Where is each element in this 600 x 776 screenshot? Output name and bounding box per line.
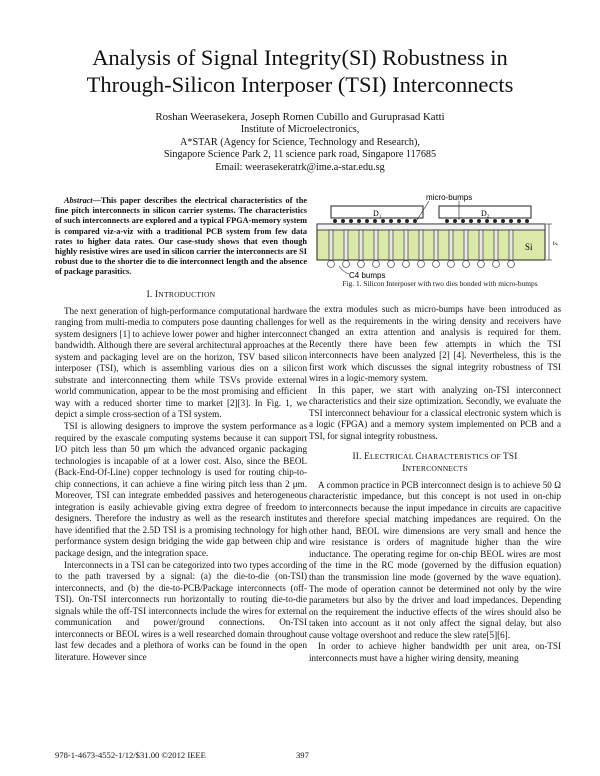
- paragraph: Interconnects in a TSI can be categorized into two types according to the path traversed by a signal: (a) the die-to-die (on-TSI) interconnects, and (b) the die-to-PCB/Package interconnects (off-TSI). On-TSI interconnects run horizontally to routing die-to-die signals while the off-TSI interconnects include the wires for external communication and power/ground connections. On-TSI interconnects or BEOL wires is a well researched domain throughout last few decades and a plethora of works can be found in the open literature. However since: [55, 559, 307, 662]
- abstract: [55, 196, 307, 278]
- c4-bumps-label: C4 bumps: [349, 271, 386, 280]
- tsv: [359, 230, 363, 260]
- micro-bump: [469, 219, 473, 223]
- micro-bump: [509, 219, 513, 223]
- paragraph: A common practice in PCB interconnect design is to achieve 50 Ω characteristic impedance, but this concept is not used in on-chip interconnects because the input impedance in circuits are capacitive and therefore special matching impedances are required. On the other hand, BEOL wire dimensions are very small and hence the wire resistance is orders of magnitude higher than the wire inductance. The operating regime for on-chip BEOL wires are most of the time in the RC mode (governed by the diffusion equation) than the transmission line mode (governed by the wave equation). The mode of operation cannot be determined not only by the wire parameters but also by the driver and load impedances. Depending on the requirement the inductive effects of the wires should also be taken into account as it not only affect the signal delay, but also cause voltage overshoot and reduce the slew rate[5][6].: [309, 479, 561, 640]
- micro-bump: [373, 219, 377, 223]
- author-block: [60, 111, 540, 174]
- tsv: [494, 230, 498, 260]
- tsv: [509, 230, 513, 260]
- c4-bump: [493, 261, 500, 268]
- c4-bump: [373, 261, 380, 268]
- heading-part: LECTRICAL: [369, 451, 416, 461]
- c4-bump: [418, 261, 425, 268]
- c4-bump: [448, 261, 455, 268]
- micro-bump: [405, 219, 409, 223]
- thickness-label: tₛᵢ: [553, 240, 559, 247]
- affiliation-line: Institute of Microelectronics,: [240, 124, 360, 136]
- c4-bump: [508, 261, 515, 268]
- section-numeral: I.: [146, 290, 155, 300]
- paragraph: TSI is allowing designers to improve the system performance as required by the exascale computing systems because it can support I/O pitch less than 50 μm which the advanced organic packaging technologies is incapable of at a lower cost. Also, since the BEOL (Back-End-Of-Line) copper technology is used for routing chip-to-chip connections, it can achieve a fine wiring pitch less than 2 μm. Moreover, TSI can integrate embedded passives and heterogeneous integration is easily achievable giving extra degree of freedom to designers. Therefore the industry as well as the research institutes have identified that the 2.5D TSI is a promising technology for high performance system design bridging the wide gap between chip and package design, and the integration space.: [55, 421, 307, 559]
- micro-bump: [501, 219, 505, 223]
- heading-line-2: [309, 463, 561, 476]
- micro-bump: [493, 219, 497, 223]
- figure-1-diagram: [309, 192, 571, 287]
- heading-line-1: [309, 451, 561, 464]
- c4-bump: [328, 261, 335, 268]
- paragraph: The next generation of high-performance computational hardware ranging from multi-media to computers pose daunting challenges for system designers [1] to achieve lower power and higher interconnect bandwidth. Although there are several architectural approaches at the system and packaging level are on the horizon, TSV based silicon interposer (TSI), which is assembling various dies on a silicon substrate and interconnecting them while TSVs provide external world communication, appear to be the most promising and efficient way with a reduced shorter time to market [2][3]. In Fig. 1, we depict a simple cross-section of a TSI system.: [55, 305, 307, 420]
- tsv: [449, 230, 453, 260]
- heading-part: E: [364, 451, 370, 462]
- paragraph: In order to achieve higher bandwidth per unit area, on-TSI interconnects must have a higher wiring density, meaning: [309, 641, 561, 663]
- c4-bump: [343, 261, 350, 268]
- micro-bump: [517, 219, 521, 223]
- section-heading-electrical: [309, 451, 561, 476]
- paragraph: In this paper, we start with analyzing on-TSI interconnect characteristics and their size optimization. Secondly, we evaluate the TSI interconnect behaviour for a classical electronic system which is a logic (FPGA) and a memory system implemented on PCB and a TSI, for signal integrity robustness.: [309, 384, 561, 442]
- abstract-text: —This paper describes the electrical characteristics of the fine pitch interconnects in silicon carrier systems. The characteristics of such interconnects are explored and a typical FPGA-memory system is compared viz-a-viz with a traditional PCB system from few data rates to higher data rates. Our case-study shows that even though highly resistive wires are used in silicon carrier the interconnects are SI robust due to the shorter die to die interconnect length and the absence of package parasitics.: [55, 196, 307, 277]
- heading-part: HARACTERISTICS OF: [421, 451, 504, 461]
- page-number: 397: [296, 750, 309, 760]
- die-2-label: D₂: [481, 209, 490, 218]
- abstract-lead: Abstract: [64, 196, 93, 205]
- author-names: Roshan Weerasekera, Joseph Romen Cubillo and Guruprasad Katti: [155, 111, 445, 123]
- c4-bump: [463, 261, 470, 268]
- tsv: [389, 230, 393, 260]
- heading-part: NTERCONNECTS: [405, 464, 468, 474]
- heading-part: C: [415, 451, 422, 462]
- c4-bump: [388, 261, 395, 268]
- tsv: [374, 230, 378, 260]
- tsv: [329, 230, 333, 260]
- footer-isbn: 978-1-4673-4552-1/12/$31.00 ©2012 IEEE: [55, 750, 206, 760]
- section-numeral: II.: [352, 451, 365, 462]
- micro-bump: [341, 219, 345, 223]
- title-line-1: Analysis of Signal Integrity(SI) Robustness in: [92, 45, 508, 70]
- micro-bump: [525, 219, 529, 223]
- paragraph: the extra modules such as micro-bumps have been introduced as well as the requirements in the wiring density and receivers have changed an extra attention and analysis is required for them. Recently there have been few attempts in which the TSI interconnects have been analyzed [2] [4]. Nevertheless, this is the first work which discusses the signal integrity robustness of TSI wires in a logic-memory system.: [309, 304, 561, 384]
- tsv: [404, 230, 408, 260]
- c4-bump-row: [328, 261, 515, 268]
- micro-bump: [349, 219, 353, 223]
- micro-bump: [365, 219, 369, 223]
- heading-rest: NTRODUCTION: [158, 290, 216, 299]
- affiliation-line: A*STAR (Agency for Science, Technology and Research),: [180, 136, 420, 148]
- micro-bump: [445, 219, 449, 223]
- micro-bumps-label: micro-bumps: [426, 193, 473, 202]
- c4-bump: [403, 261, 410, 268]
- micro-bump: [333, 219, 337, 223]
- micro-bump: [477, 219, 481, 223]
- tsv: [419, 230, 423, 260]
- heading-part: TSI: [503, 451, 518, 462]
- tsv: [434, 230, 438, 260]
- micro-bump: [461, 219, 465, 223]
- tsv: [464, 230, 468, 260]
- figure-1-caption: Fig. 1. Silicon Interposer with two dies bonded with micro-bumps: [342, 279, 538, 288]
- right-column-body: [309, 304, 561, 664]
- section-heading-introduction: [55, 289, 307, 302]
- micro-bump: [485, 219, 489, 223]
- title-line-2: Through-Silicon Interposer (TSI) Interconnects: [86, 72, 514, 97]
- affiliation-line: Singapore Science Park 2, 11 science park road, Singapore 117685: [163, 149, 437, 161]
- c4-bump: [358, 261, 365, 268]
- heading-part: I: [402, 464, 406, 475]
- micro-bump: [357, 219, 361, 223]
- author-email: Email: weerasekeratrk@ime.a-star.edu.sg: [215, 161, 385, 173]
- interposer-top-layer: [317, 224, 545, 230]
- micro-bump: [453, 219, 457, 223]
- die-1-label: D₁: [373, 209, 382, 218]
- micro-bump-row: [333, 219, 529, 223]
- heading-initial: I: [155, 290, 159, 300]
- micro-bump: [413, 219, 417, 223]
- tsv: [479, 230, 483, 260]
- micro-bump: [397, 219, 401, 223]
- si-label: Si: [525, 242, 533, 252]
- tsv: [344, 230, 348, 260]
- c4-bump: [433, 261, 440, 268]
- micro-bump: [381, 219, 385, 223]
- micro-bump: [389, 219, 393, 223]
- c4-bump: [478, 261, 485, 268]
- paper-title: [30, 44, 570, 98]
- left-column-body: [55, 289, 307, 664]
